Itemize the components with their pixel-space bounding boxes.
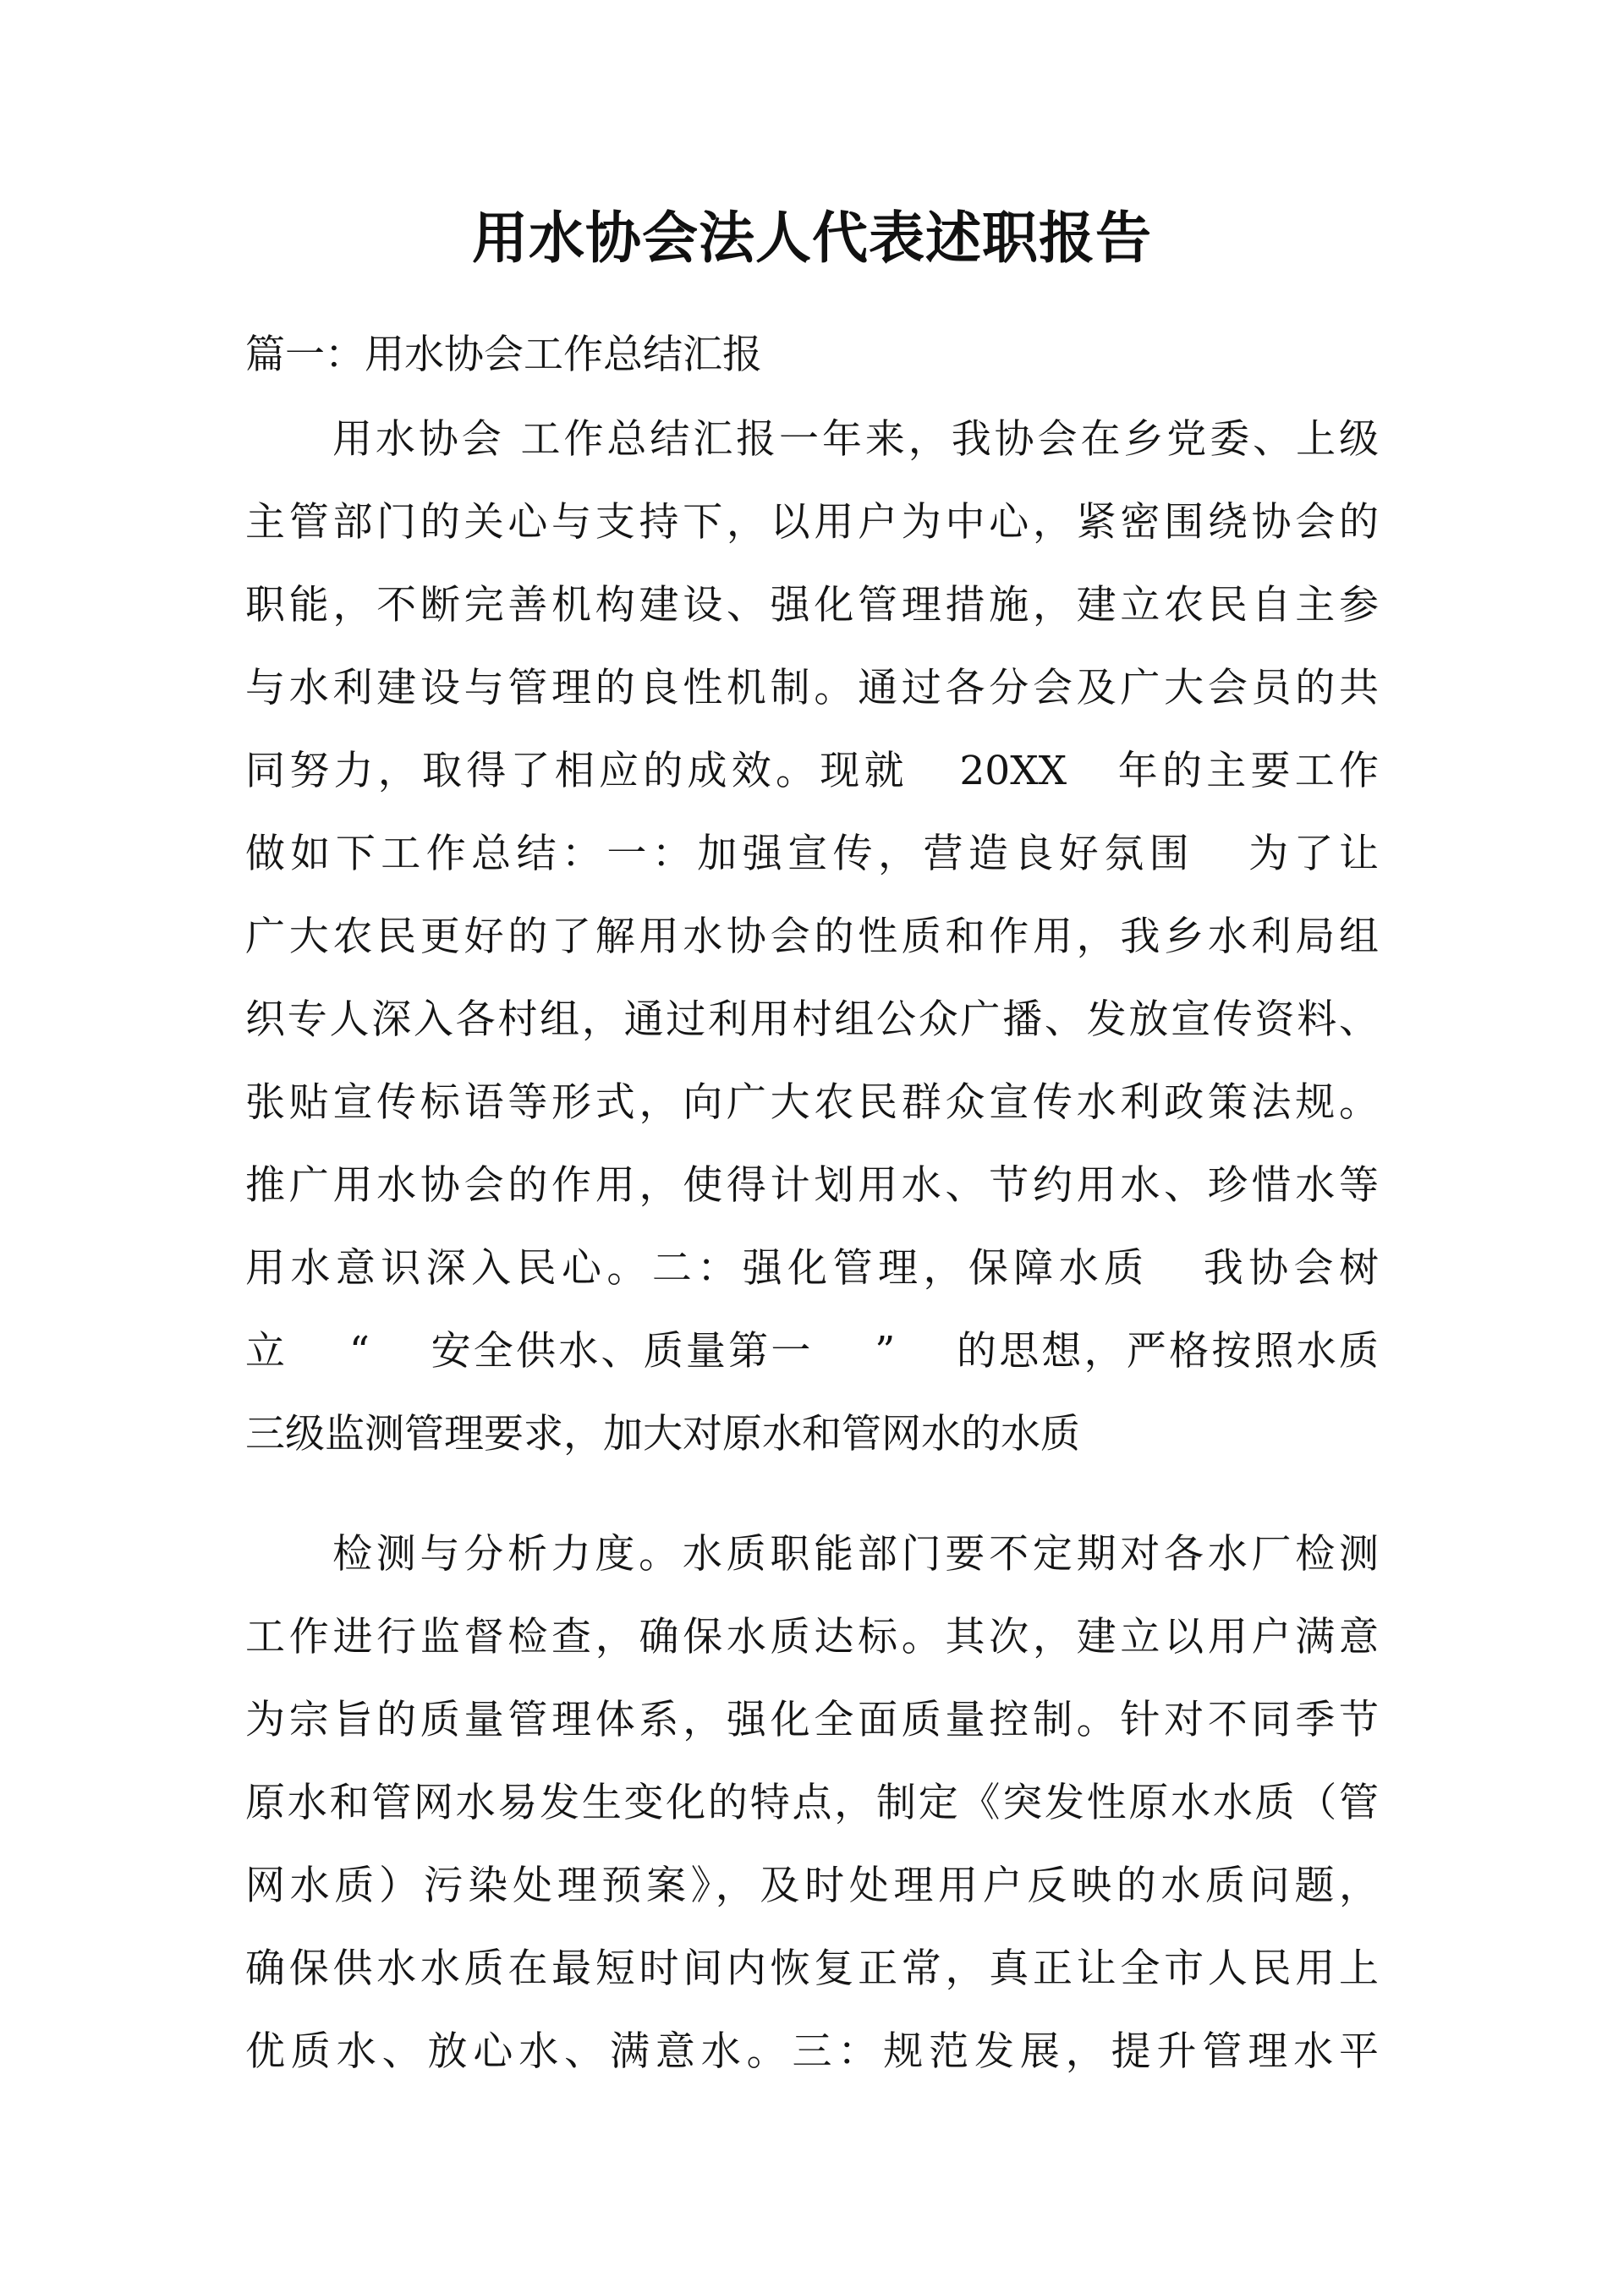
paragraph-line: 检测与分析力度。水质职能部门要不定期对各水厂检测 <box>332 1531 1379 1578</box>
paragraph-line: 同努力，取得了相应的成效。现就 20XX 年的主要工作 <box>245 748 1379 794</box>
paragraph-line: 织专人深入各村组，通过利用村组公众广播、发放宣传资料、 <box>245 996 1379 1043</box>
paragraph-line: 用水意识深入民心。二：强化管理，保障水质 我协会树 <box>245 1245 1379 1292</box>
document-title: 用水协会法人代表述职报告 <box>472 206 1152 271</box>
paragraph-line: 主管部门的关心与支持下，以用户为中心，紧密围绕协会的 <box>245 499 1379 546</box>
section-heading: 篇一：用水协会工作总结汇报 <box>245 332 762 378</box>
paragraph-line: 用水协会 工作总结汇报一年来，我协会在乡党委、上级 <box>332 416 1379 463</box>
paragraph-line: 优质水、放心水、满意水。三：规范发展，提升管理水平 <box>245 2028 1379 2075</box>
paragraph-line: 职能，不断完善机构建设、强化管理措施，建立农民自主参 <box>245 582 1379 628</box>
paragraph-line: 工作进行监督检查，确保水质达标。其次，建立以用户满意 <box>245 1614 1379 1660</box>
paragraph-line: 立 “ 安全供水、质量第一 ” 的思想，严格按照水质 <box>245 1328 1379 1375</box>
paragraph-line: 原水和管网水易发生变化的特点，制定《突发性原水水质（管 <box>245 1780 1379 1826</box>
paragraph-line: 做如下工作总结：一：加强宣传，营造良好氛围 为了让 <box>245 831 1379 877</box>
paragraph-line: 推广用水协会的作用，使得计划用水、节约用水、珍惜水等 <box>245 1162 1379 1209</box>
paragraph-line: 网水质）污染处理预案》，及时处理用户反映的水质问题， <box>245 1863 1379 1909</box>
paragraph-line: 为宗旨的质量管理体系，强化全面质量控制。针对不同季节 <box>245 1697 1379 1743</box>
paragraph-line: 确保供水水质在最短时间内恢复正常，真正让全市人民用上 <box>245 1946 1379 1992</box>
paragraph-line: 张贴宣传标语等形式，向广大农民群众宣传水利政策法规。 <box>245 1079 1379 1126</box>
paragraph-line: 三级监测管理要求，加大对原水和管网水的水质 <box>245 1411 1080 1457</box>
paragraph-line: 广大农民更好的了解用水协会的性质和作用，我乡水利局组 <box>245 914 1379 960</box>
paragraph-line: 与水利建设与管理的良性机制。通过各分会及广大会员的共 <box>245 665 1379 711</box>
